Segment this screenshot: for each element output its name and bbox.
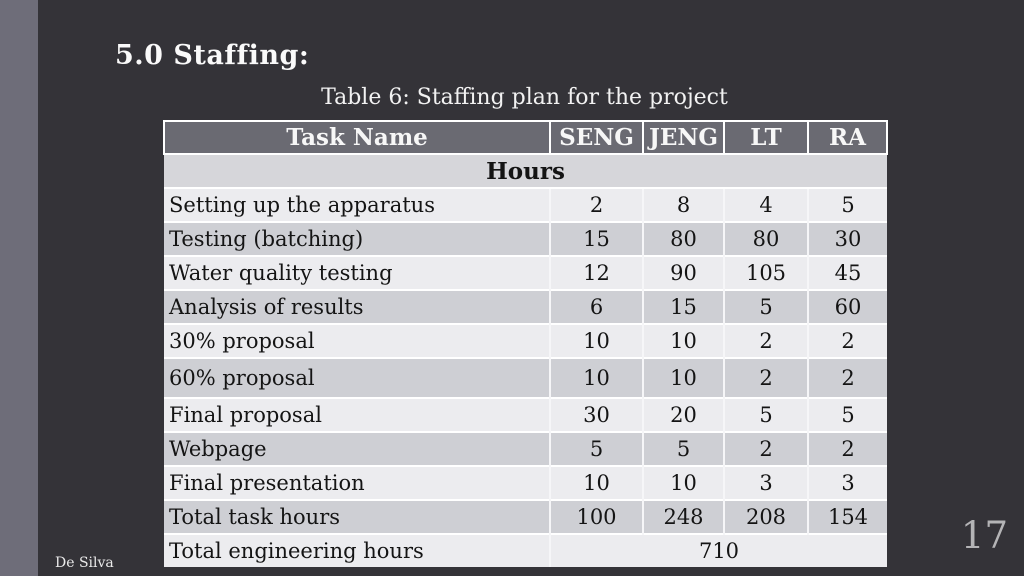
table-row xyxy=(164,222,887,256)
header-cell-task-name: Task Name xyxy=(164,121,550,154)
seng-hours-cell: 10 xyxy=(550,466,643,500)
lt-hours-cell: 2 xyxy=(724,324,808,358)
staffing-table xyxy=(163,120,888,567)
task-name-cell: Water quality testing xyxy=(164,256,550,290)
table-row xyxy=(164,398,887,432)
table-row xyxy=(164,500,887,534)
jeng-hours-cell: 10 xyxy=(643,358,724,398)
slide-edge-strip xyxy=(0,0,38,576)
lt-hours-cell: 105 xyxy=(724,256,808,290)
jeng-hours-cell: 90 xyxy=(643,256,724,290)
seng-hours-cell: 12 xyxy=(550,256,643,290)
ra-hours-cell: 154 xyxy=(808,500,887,534)
seng-hours-cell: 10 xyxy=(550,324,643,358)
header-cell-ra: RA xyxy=(808,121,887,154)
footer-author: De Silva xyxy=(55,555,114,571)
ra-hours-cell: 2 xyxy=(808,432,887,466)
hours-subheader-row xyxy=(164,154,887,188)
ra-hours-cell: 45 xyxy=(808,256,887,290)
task-name-cell: 30% proposal xyxy=(164,324,550,358)
jeng-hours-cell: 15 xyxy=(643,290,724,324)
jeng-hours-cell: 20 xyxy=(643,398,724,432)
header-cell-jeng: JENG xyxy=(643,121,724,154)
header-cell-seng: SENG xyxy=(550,121,643,154)
lt-hours-cell: 2 xyxy=(724,432,808,466)
jeng-hours-cell: 248 xyxy=(643,500,724,534)
lt-hours-cell: 3 xyxy=(724,466,808,500)
lt-hours-cell: 208 xyxy=(724,500,808,534)
task-name-cell: Final presentation xyxy=(164,466,550,500)
seng-hours-cell: 6 xyxy=(550,290,643,324)
lt-hours-cell: 5 xyxy=(724,398,808,432)
seng-hours-cell: 30 xyxy=(550,398,643,432)
task-name-cell: Total engineering hours xyxy=(164,534,550,567)
page-title: 5.0 Staffing: xyxy=(115,40,310,71)
hours-subheader-cell: Hours xyxy=(164,154,887,188)
task-name-cell: 60% proposal xyxy=(164,358,550,398)
lt-hours-cell: 2 xyxy=(724,358,808,398)
page-number: 17 xyxy=(960,514,1008,557)
table-header-row xyxy=(164,121,887,154)
ra-hours-cell: 30 xyxy=(808,222,887,256)
task-name-cell: Analysis of results xyxy=(164,290,550,324)
lt-hours-cell: 4 xyxy=(724,188,808,222)
table-row xyxy=(164,290,887,324)
task-name-cell: Final proposal xyxy=(164,398,550,432)
jeng-hours-cell: 5 xyxy=(643,432,724,466)
table-row xyxy=(164,188,887,222)
seng-hours-cell: 5 xyxy=(550,432,643,466)
header-cell-lt: LT xyxy=(724,121,808,154)
seng-hours-cell: 15 xyxy=(550,222,643,256)
ra-hours-cell: 5 xyxy=(808,398,887,432)
seng-hours-cell: 100 xyxy=(550,500,643,534)
lt-hours-cell: 5 xyxy=(724,290,808,324)
ra-hours-cell: 2 xyxy=(808,324,887,358)
ra-hours-cell: 3 xyxy=(808,466,887,500)
table-caption: Table 6: Staffing plan for the project xyxy=(321,85,728,110)
seng-hours-cell: 2 xyxy=(550,188,643,222)
ra-hours-cell: 2 xyxy=(808,358,887,398)
total-engineering-row xyxy=(164,534,887,567)
jeng-hours-cell: 80 xyxy=(643,222,724,256)
table-row xyxy=(164,432,887,466)
lt-hours-cell: 80 xyxy=(724,222,808,256)
task-name-cell: Webpage xyxy=(164,432,550,466)
table-row xyxy=(164,466,887,500)
jeng-hours-cell: 8 xyxy=(643,188,724,222)
seng-hours-cell: 10 xyxy=(550,358,643,398)
table-row xyxy=(164,256,887,290)
ra-hours-cell: 60 xyxy=(808,290,887,324)
jeng-hours-cell: 10 xyxy=(643,324,724,358)
table-row xyxy=(164,324,887,358)
task-name-cell: Total task hours xyxy=(164,500,550,534)
ra-hours-cell: 5 xyxy=(808,188,887,222)
task-name-cell: Testing (batching) xyxy=(164,222,550,256)
table-row xyxy=(164,358,887,398)
task-name-cell: Setting up the apparatus xyxy=(164,188,550,222)
total-engineering-hours-cell: 710 xyxy=(550,534,887,567)
jeng-hours-cell: 10 xyxy=(643,466,724,500)
